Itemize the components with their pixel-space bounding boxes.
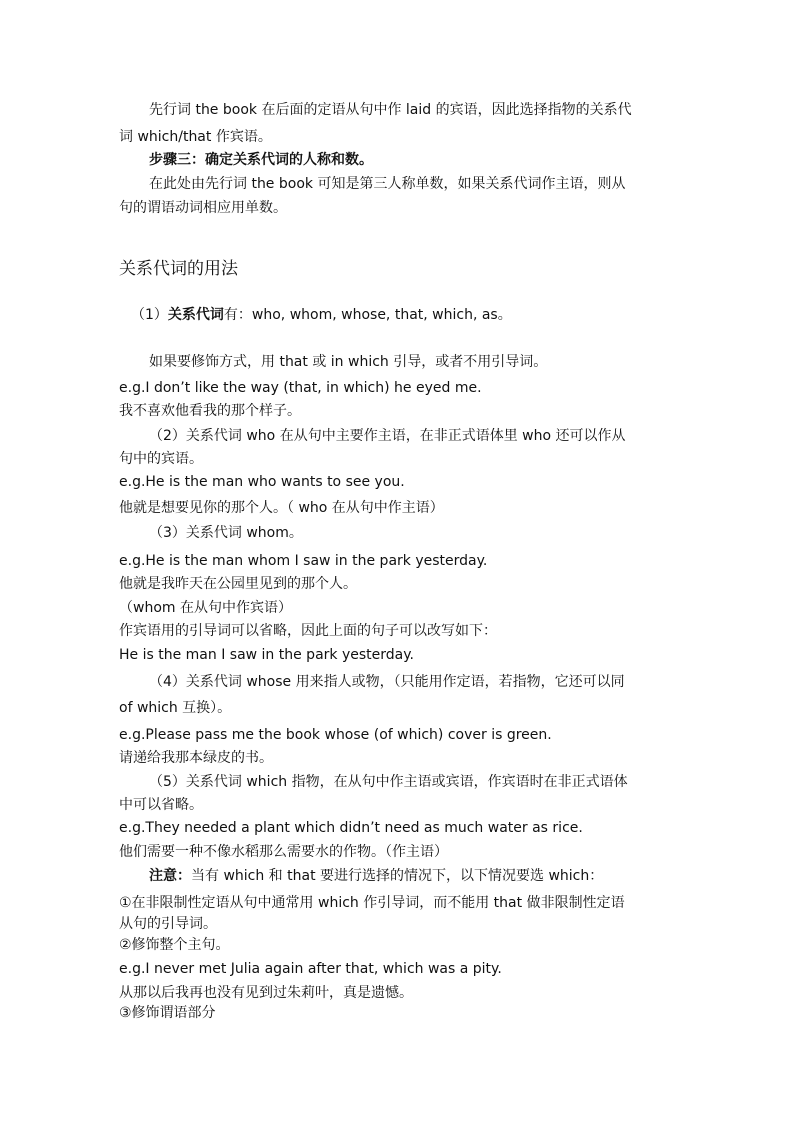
- example-chinese: 他就是想要见你的那个人。（ who 在从句中作主语）: [119, 500, 444, 516]
- paragraph-line: 作宾语用的引导词可以省略，因此上面的句子可以改写如下：: [119, 623, 497, 639]
- section-title: 关系代词的用法: [119, 259, 238, 279]
- list-item: ②修饰整个主句。: [119, 937, 230, 953]
- example-english: e.g.Please pass me the book whose (of which) cover is green.: [119, 727, 552, 743]
- paragraph-line: 先行词 the book 在后面的定语从句中作 laid 的宾语，因此选择指物的关系代: [149, 102, 632, 118]
- item-line: 句中的宾语。: [119, 451, 203, 467]
- list-item: ①在非限制性定语从句中通常用 which 作引导词，而不能用 that 做非限制性定语: [119, 895, 625, 911]
- paragraph-line: 在此处由先行词 the book 可知是第三人称单数，如果关系代词作主语，则从: [149, 176, 626, 192]
- example-english: e.g.He is the man whom I saw in the park yesterday.: [119, 553, 488, 569]
- step-heading: 步骤三：确定关系代词的人称和数。: [149, 152, 373, 168]
- note-label: 注意：: [149, 868, 191, 884]
- example-chinese: 他们需要一种不像水稻那么需要水的作物。（作主语）: [119, 844, 448, 860]
- paragraph-line: 句的谓语动词相应用单数。: [119, 200, 287, 216]
- example-english: e.g.I don’t like the way (that, in which) he eyed me.: [119, 380, 482, 396]
- paragraph-line: 如果要修饰方式，用 that 或 in which 引导，或者不用引导词。: [149, 354, 548, 370]
- example-english: e.g.They needed a plant which didn’t need as much water as rice.: [119, 820, 583, 836]
- item-line: （5）关系代词 which 指物，在从句中作主语或宾语，作宾语时在非正式语体: [149, 774, 628, 790]
- note-text: 当有 which 和 that 要进行选择的情况下，以下情况要选 which：: [191, 868, 604, 884]
- list-item: ③修饰谓语部分: [119, 1005, 216, 1021]
- item-number: （1）: [131, 307, 168, 323]
- example-note: （whom 在从句中作宾语）: [119, 600, 292, 616]
- paragraph-line: 词 which/that 作宾语。: [119, 129, 272, 145]
- item-line: （3）关系代词 whom。: [149, 525, 303, 541]
- example-chinese: 请递给我那本绿皮的书。: [119, 750, 273, 766]
- example-english: e.g.He is the man who wants to see you.: [119, 474, 405, 490]
- example-chinese: 从那以后我再也没有见到过朱莉叶，真是遗憾。: [119, 985, 413, 1001]
- item-line: （2）关系代词 who 在从句中主要作主语，在非正式语体里 who 还可以作从: [149, 428, 626, 444]
- item-line: [131, 305, 512, 325]
- example-chinese: 他就是我昨天在公园里见到的那个人。: [119, 576, 357, 592]
- example-english: e.g.I never met Julia again after that, which was a pity.: [119, 961, 502, 977]
- item-line: of which 互换）。: [119, 700, 232, 716]
- item-term: 关系代词: [167, 307, 224, 323]
- example-chinese: 我不喜欢他看我的那个样子。: [119, 403, 301, 419]
- note-line: [149, 866, 603, 886]
- item-line: （4）关系代词 whose 用来指人或物，（只能用作定语，若指物，它还可以同: [149, 674, 625, 690]
- item-text: 有：who, whom, whose, that, which, as。: [223, 307, 512, 323]
- list-item: 从句的引导词。: [119, 916, 217, 932]
- example-english: He is the man I saw in the park yesterday.: [119, 647, 414, 663]
- item-line: 中可以省略。: [119, 797, 203, 813]
